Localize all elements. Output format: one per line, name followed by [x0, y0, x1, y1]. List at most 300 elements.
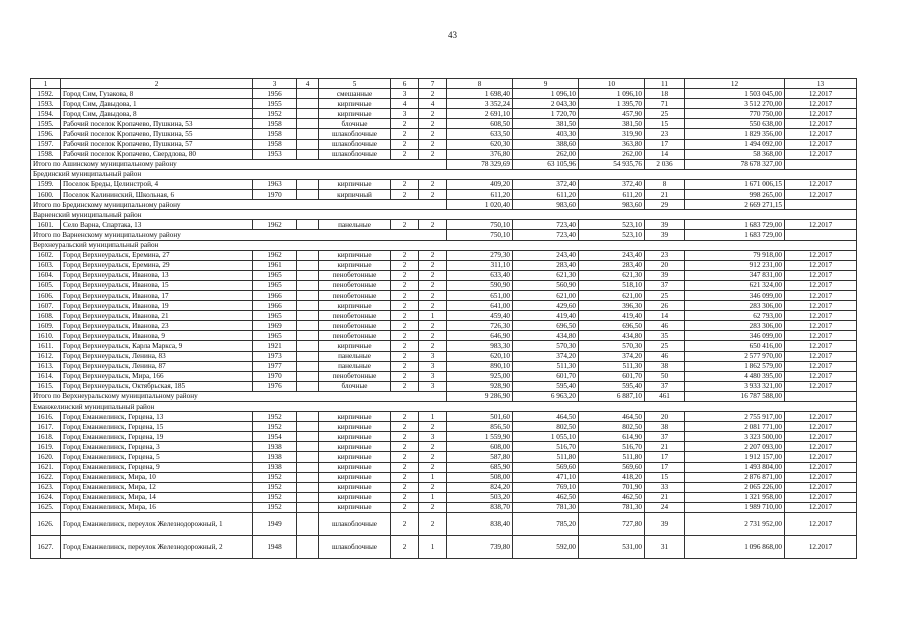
table-cell: 1 395,70 [579, 99, 645, 109]
table-cell: 33 [645, 482, 685, 492]
table-cell: 1592. [31, 89, 61, 99]
table-cell: 1608. [31, 311, 61, 321]
section-row [31, 210, 857, 220]
table-cell: 2 [419, 280, 447, 290]
housing-register-table [30, 78, 857, 559]
table-cell: 39 [645, 220, 685, 230]
table-cell: 1618. [31, 432, 61, 442]
table-cell [297, 220, 319, 230]
table-cell: 12.2017 [785, 351, 857, 361]
table-cell: 2 [391, 301, 419, 311]
table-cell: 25 [645, 290, 685, 300]
table-cell: 802,50 [513, 422, 579, 432]
table-cell: 1 096,10 [513, 89, 579, 99]
section-row [31, 169, 857, 179]
header-row [31, 79, 857, 89]
table-cell: 31 [645, 536, 685, 559]
table-cell: 17 [645, 462, 685, 472]
total-cell: 39 [645, 230, 685, 240]
table-cell: 621,00 [579, 290, 645, 300]
table-cell [297, 371, 319, 381]
table-cell [297, 482, 319, 492]
table-cell: 1958 [253, 139, 297, 149]
table-cell: 3 [419, 381, 447, 391]
table-cell: 1938 [253, 462, 297, 472]
table-cell [297, 129, 319, 139]
table-cell: 569,60 [513, 462, 579, 472]
table-cell: 2 [419, 220, 447, 230]
table-cell: кирпичные [319, 250, 391, 260]
section-title: Брединский муниципальный район [31, 169, 857, 179]
table-cell: 611,20 [447, 190, 513, 200]
table-row [31, 220, 857, 230]
total-cell: 16 787 588,00 [685, 391, 785, 401]
table-cell: 1606. [31, 290, 61, 300]
table-cell [297, 179, 319, 189]
table-cell [297, 432, 319, 442]
table-cell: Город Сим, Гузакова, 8 [61, 89, 253, 99]
table-cell: 1966 [253, 301, 297, 311]
table-cell [297, 422, 319, 432]
table-cell: 928,90 [447, 381, 513, 391]
table-row [31, 109, 857, 119]
table-row [31, 280, 857, 290]
table-cell: 283,40 [513, 260, 579, 270]
table-cell: 1 [419, 412, 447, 422]
table-cell: 429,60 [513, 301, 579, 311]
table-cell: 1970 [253, 190, 297, 200]
column-header: 1 [31, 79, 61, 89]
table-cell: 12.2017 [785, 280, 857, 290]
table-cell: 37 [645, 280, 685, 290]
table-cell: 1624. [31, 492, 61, 502]
table-cell: 2 [419, 139, 447, 149]
table-cell: 912 231,00 [685, 260, 785, 270]
table-cell: 2 691,10 [447, 109, 513, 119]
table-cell: 1 989 710,00 [685, 502, 785, 512]
table-cell: 1625. [31, 502, 61, 512]
table-cell: 503,20 [447, 492, 513, 502]
table-cell: 12.2017 [785, 220, 857, 230]
table-cell: 511,30 [579, 361, 645, 371]
table-cell: блочные [319, 119, 391, 129]
table-cell: 2 [419, 190, 447, 200]
table-cell: пенобетонные [319, 331, 391, 341]
table-cell: 8 [645, 179, 685, 189]
table-cell: 739,80 [447, 536, 513, 559]
table-cell: 12.2017 [785, 321, 857, 331]
table-cell: кирпичные [319, 492, 391, 502]
table-cell: 12.2017 [785, 371, 857, 381]
table-cell: Город Еманжелинск, переулок Железнодорожный, 2 [61, 536, 253, 559]
table-cell: шлакоблочные [319, 129, 391, 139]
table-cell: 2 [419, 270, 447, 280]
table-row [31, 432, 857, 442]
table-cell: кирпичные [319, 482, 391, 492]
column-header: 3 [253, 79, 297, 89]
table-cell: Город Еманжелинск, Мира, 14 [61, 492, 253, 502]
table-cell: 346 099,00 [685, 331, 785, 341]
table-cell: 457,90 [579, 109, 645, 119]
table-cell: 12.2017 [785, 290, 857, 300]
table-cell: 1949 [253, 513, 297, 536]
table-cell: 621,30 [579, 270, 645, 280]
table-cell: Город Верхнеуральск, Иванова, 21 [61, 311, 253, 321]
table-cell: кирпичные [319, 301, 391, 311]
table-cell: 283 306,00 [685, 301, 785, 311]
table-cell: Город Еманжелинск, Герцена, 5 [61, 452, 253, 462]
table-cell: 1952 [253, 472, 297, 482]
table-cell: 1599. [31, 179, 61, 189]
table-cell: 1952 [253, 492, 297, 502]
table-cell: 12.2017 [785, 301, 857, 311]
table-cell: 25 [645, 109, 685, 119]
table-cell: Город Верхнеуральск, Иванова, 23 [61, 321, 253, 331]
table-cell: 781,30 [513, 502, 579, 512]
table-cell: 12.2017 [785, 190, 857, 200]
table-cell: 838,70 [447, 502, 513, 512]
table-cell: Город Еманжелинск, Мира, 12 [61, 482, 253, 492]
total-cell: 9 286,90 [447, 391, 513, 401]
table-cell: 12.2017 [785, 452, 857, 462]
table-cell: 1948 [253, 536, 297, 559]
table-row [31, 149, 857, 159]
table-cell: 434,80 [579, 331, 645, 341]
table-cell: 2 [391, 412, 419, 422]
table-row [31, 472, 857, 482]
table-cell: 79 918,00 [685, 250, 785, 260]
table-cell: 608,00 [447, 442, 513, 452]
table-cell: 3 [419, 432, 447, 442]
table-row [31, 270, 857, 280]
table-cell: 1615. [31, 381, 61, 391]
table-cell: смешанные [319, 89, 391, 99]
column-header: 10 [579, 79, 645, 89]
table-cell: 12.2017 [785, 482, 857, 492]
table-cell [297, 462, 319, 472]
table-cell: 727,80 [579, 513, 645, 536]
table-cell: 1 503 045,00 [685, 89, 785, 99]
table-cell: 46 [645, 321, 685, 331]
total-cell: 983,60 [513, 200, 579, 210]
table-cell: 1601. [31, 220, 61, 230]
table-cell: 802,50 [579, 422, 645, 432]
total-cell: 6 963,20 [513, 391, 579, 401]
table-cell: 511,30 [513, 361, 579, 371]
table-cell [297, 311, 319, 321]
table-cell: 3 512 270,00 [685, 99, 785, 109]
table-cell: 2 [419, 89, 447, 99]
column-header: 2 [61, 79, 253, 89]
table-cell: 12.2017 [785, 432, 857, 442]
table-cell: Город Верхнеуральск, Иванова, 19 [61, 301, 253, 311]
table-cell: 3 [419, 361, 447, 371]
table-cell: панельные [319, 351, 391, 361]
table-cell: 1965 [253, 280, 297, 290]
table-cell: 419,40 [579, 311, 645, 321]
table-cell: 750,10 [447, 220, 513, 230]
table-cell: 1595. [31, 119, 61, 129]
table-cell: 1 671 006,15 [685, 179, 785, 189]
table-cell: Рабочий поселок Кропачево, Пушкина, 53 [61, 119, 253, 129]
table-cell: 3 [419, 351, 447, 361]
table-cell: 2 [391, 502, 419, 512]
table-row [31, 513, 857, 536]
table-cell: 890,10 [447, 361, 513, 371]
table-cell: 2 [391, 341, 419, 351]
table-cell: 419,40 [513, 311, 579, 321]
table-cell: 621,30 [513, 270, 579, 280]
table-cell [297, 280, 319, 290]
table-cell: 2 [419, 321, 447, 331]
table-cell: 12.2017 [785, 513, 857, 536]
table-cell [297, 452, 319, 462]
table-cell: 2 [419, 502, 447, 512]
table-cell: Город Верхнеуральск, Ленина, 87 [61, 361, 253, 371]
table-row [31, 139, 857, 149]
table-cell [297, 190, 319, 200]
table-cell: 781,30 [579, 502, 645, 512]
total-row [31, 230, 857, 240]
table-row [31, 129, 857, 139]
table-cell: 608,50 [447, 119, 513, 129]
table-cell: 2 [419, 442, 447, 452]
table-cell: 4 [391, 99, 419, 109]
table-cell: 35 [645, 331, 685, 341]
table-cell: кирпичные [319, 502, 391, 512]
table-cell: Поселок Бреды, Целинстрой, 4 [61, 179, 253, 189]
table-cell: Город Еманжелинск, Герцена, 3 [61, 442, 253, 452]
table-cell: 1 683 729,00 [685, 220, 785, 230]
table-cell: 38 [645, 361, 685, 371]
table-row [31, 492, 857, 502]
table-cell: 12.2017 [785, 361, 857, 371]
table-cell: 2 [391, 442, 419, 452]
table-cell: 381,50 [579, 119, 645, 129]
table-cell: 1966 [253, 290, 297, 300]
table-cell: Город Сим, Давыдова, 8 [61, 109, 253, 119]
table-cell: 2 [391, 472, 419, 482]
table-cell: блочные [319, 381, 391, 391]
table-cell: 363,80 [579, 139, 645, 149]
table-cell [297, 321, 319, 331]
table-cell: 12.2017 [785, 381, 857, 391]
table-cell: 18 [645, 89, 685, 99]
column-header: 13 [785, 79, 857, 89]
total-cell: 1 683 729,00 [685, 230, 785, 240]
table-cell: 1977 [253, 361, 297, 371]
table-cell: 1612. [31, 351, 61, 361]
table-cell: 462,50 [579, 492, 645, 502]
table-cell: 14 [645, 149, 685, 159]
table-cell: Город Верхнеуральск, Карла Маркса, 9 [61, 341, 253, 351]
table-row [31, 482, 857, 492]
table-cell: 459,40 [447, 311, 513, 321]
table-cell: 2 [391, 492, 419, 502]
table-cell: 374,20 [579, 351, 645, 361]
table-cell: 508,00 [447, 472, 513, 482]
table-cell: пенобетонные [319, 311, 391, 321]
table-cell: 998 265,00 [685, 190, 785, 200]
table-cell: 2 [391, 179, 419, 189]
table-cell: 3 [391, 89, 419, 99]
table-cell: 23 [645, 250, 685, 260]
table-cell: 633,50 [447, 129, 513, 139]
table-cell: 17 [645, 139, 685, 149]
table-row [31, 321, 857, 331]
table-cell [297, 89, 319, 99]
table-cell: кирпичные [319, 179, 391, 189]
table-cell: 3 [419, 371, 447, 381]
table-cell: 1604. [31, 270, 61, 280]
table-cell: 12.2017 [785, 89, 857, 99]
column-header: 11 [645, 79, 685, 89]
table-cell: 374,20 [513, 351, 579, 361]
table-cell: 516,70 [579, 442, 645, 452]
table-cell: 24 [645, 502, 685, 512]
table-row [31, 422, 857, 432]
table-cell: 14 [645, 311, 685, 321]
table-cell: 2 [419, 109, 447, 119]
table-cell: 2 [391, 190, 419, 200]
table-cell: 12.2017 [785, 492, 857, 502]
table-row [31, 442, 857, 452]
table-cell: Город Верхнеуральск, Иванова, 13 [61, 270, 253, 280]
table-cell: 4 480 395,00 [685, 371, 785, 381]
table-cell: 983,30 [447, 341, 513, 351]
table-cell: кирпичные [319, 442, 391, 452]
table-cell: шлакоблочные [319, 149, 391, 159]
table-cell: 21 [645, 190, 685, 200]
table-cell: 501,60 [447, 412, 513, 422]
table-cell: 614,90 [579, 432, 645, 442]
table-cell: 20 [645, 260, 685, 270]
table-cell: 1596. [31, 129, 61, 139]
table-cell: 570,30 [579, 341, 645, 351]
section-row [31, 402, 857, 412]
table-cell: 2 [391, 220, 419, 230]
table-row [31, 361, 857, 371]
table-cell: 621,00 [513, 290, 579, 300]
table-cell: 785,20 [513, 513, 579, 536]
table-cell: 23 [645, 129, 685, 139]
table-cell: 531,00 [579, 536, 645, 559]
table-cell: 1 321 958,00 [685, 492, 785, 502]
table-cell: 12.2017 [785, 502, 857, 512]
table-cell: 1965 [253, 331, 297, 341]
table-cell: 1 720,70 [513, 109, 579, 119]
total-cell [785, 230, 857, 240]
section-title: Еманжелинский муниципальный район [31, 402, 857, 412]
table-cell: 3 933 321,00 [685, 381, 785, 391]
table-cell: 39 [645, 513, 685, 536]
table-cell: Город Верхнеуральск, Иванова, 15 [61, 280, 253, 290]
table-cell: 283 306,00 [685, 321, 785, 331]
table-cell: 1 829 356,00 [685, 129, 785, 139]
table-cell: 1952 [253, 422, 297, 432]
table-cell: шлакоблочные [319, 513, 391, 536]
table-cell: 1 [419, 311, 447, 321]
table-cell: 620,10 [447, 351, 513, 361]
table-cell: 62 793,00 [685, 311, 785, 321]
table-cell: 50 [645, 371, 685, 381]
table-cell: 39 [645, 270, 685, 280]
table-cell: 1961 [253, 260, 297, 270]
table-cell: 12.2017 [785, 311, 857, 321]
table-cell: кирпичные [319, 260, 391, 270]
table-cell: 37 [645, 381, 685, 391]
total-label: Итого по Ашинскому муниципальному району [31, 159, 447, 169]
table-cell: 770 750,00 [685, 109, 785, 119]
table-row [31, 341, 857, 351]
table-cell [297, 442, 319, 452]
table-cell: 1597. [31, 139, 61, 149]
table-cell: 1626. [31, 513, 61, 536]
table-cell: 2 [419, 462, 447, 472]
table-cell: 471,10 [513, 472, 579, 482]
table-cell: Рабочий поселок Кропачево, Пушкина, 57 [61, 139, 253, 149]
table-cell: 1956 [253, 89, 297, 99]
table-cell: 2 [391, 290, 419, 300]
table-cell: 12.2017 [785, 260, 857, 270]
table-row [31, 119, 857, 129]
table-cell: 2 [391, 149, 419, 159]
total-cell: 2 036 [645, 159, 685, 169]
table-cell: Город Верхнеуральск, Иванова, 9 [61, 331, 253, 341]
table-cell: 2 [391, 452, 419, 462]
table-cell: 646,90 [447, 331, 513, 341]
column-header: 7 [419, 79, 447, 89]
table-cell: 2 [391, 536, 419, 559]
table-cell: 650 416,00 [685, 341, 785, 351]
table-cell: 1 862 579,00 [685, 361, 785, 371]
table-cell: 2 [419, 290, 447, 300]
table-cell: 15 [645, 472, 685, 482]
table-cell: кирпичные [319, 412, 391, 422]
table-cell: 1609. [31, 321, 61, 331]
table-cell: Город Еманжелинск, Герцена, 19 [61, 432, 253, 442]
table-row [31, 502, 857, 512]
table-cell: 17 [645, 452, 685, 462]
table-cell [297, 250, 319, 260]
table-cell: 381,50 [513, 119, 579, 129]
table-cell: шлакоблочные [319, 139, 391, 149]
column-header: 5 [319, 79, 391, 89]
table-cell: 925,00 [447, 371, 513, 381]
table-cell: 2 [391, 381, 419, 391]
table-cell: пенобетонные [319, 321, 391, 331]
table-cell: 2 [419, 301, 447, 311]
table-cell: Город Верхнеуральск, Иванова, 17 [61, 290, 253, 300]
table-cell: 1627. [31, 536, 61, 559]
table-cell: 1921 [253, 341, 297, 351]
table-cell: 2 [419, 149, 447, 159]
table-cell: 372,40 [579, 179, 645, 189]
table-cell: 71 [645, 99, 685, 109]
table-cell: 12.2017 [785, 250, 857, 260]
table-cell: 1965 [253, 311, 297, 321]
table-row [31, 371, 857, 381]
total-cell: 78 678 327,00 [685, 159, 785, 169]
table-cell: 1611. [31, 341, 61, 351]
table-cell: 1938 [253, 442, 297, 452]
table-cell: 1616. [31, 412, 61, 422]
table-cell: 2 [391, 361, 419, 371]
table-row [31, 99, 857, 109]
table-row [31, 89, 857, 99]
table-cell: 621 324,00 [685, 280, 785, 290]
table-cell: 464,50 [513, 412, 579, 422]
